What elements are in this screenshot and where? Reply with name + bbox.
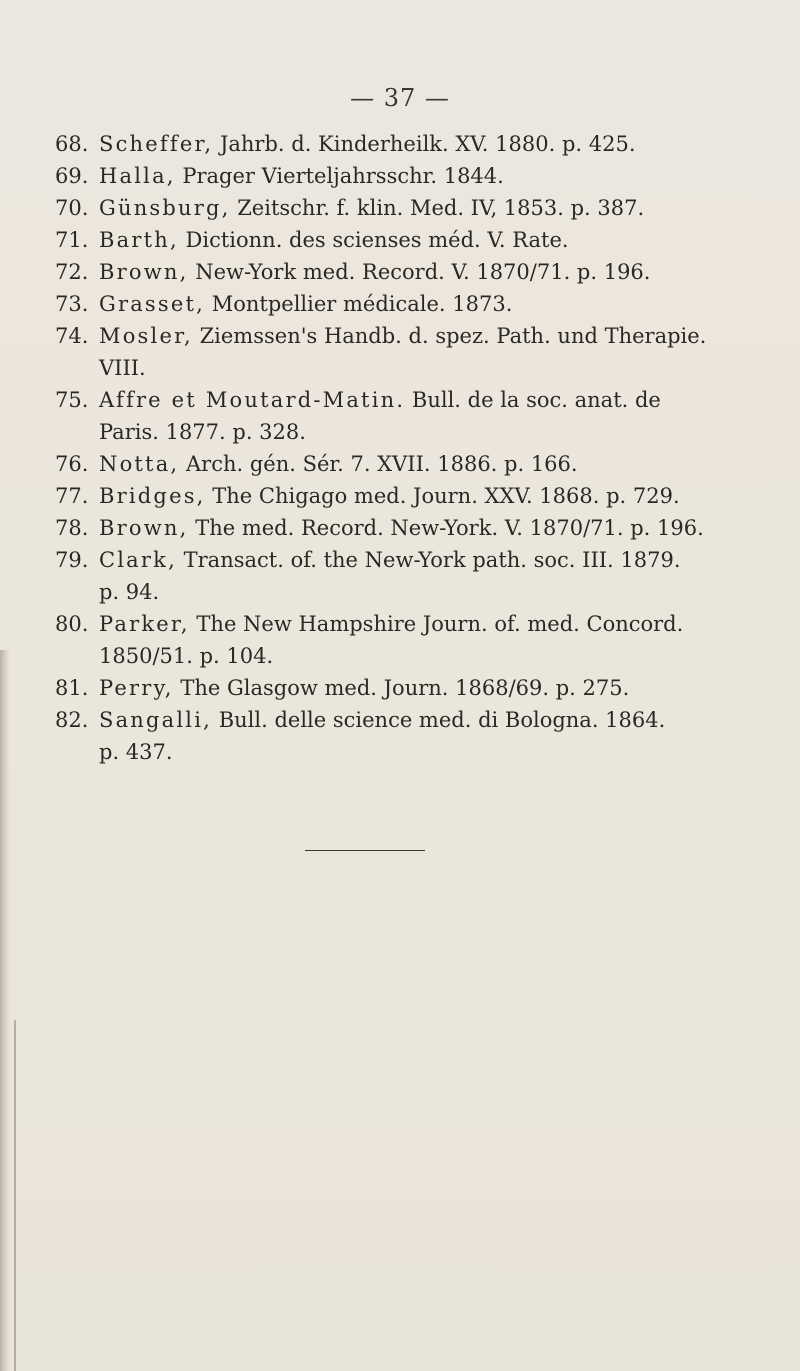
reference-author: Scheffer, [99,132,214,156]
reference-author: Affre et Moutard-Matin. [99,388,406,412]
reference-citation: Transact. of. the New-York path. soc. III. 1879. [183,548,681,572]
reference-citation: Arch. gén. Sér. 7. XVII. 1886. p. 166. [185,452,578,476]
reference-first-line [99,196,644,220]
reference-author: Brown, [99,260,189,284]
reference-entry [55,288,755,320]
reference-number: 79. [55,548,89,572]
reference-first-line [99,484,680,508]
reference-author: Brown, [99,516,189,540]
reference-number: 70. [55,196,89,220]
page-binding-shadow [0,650,10,1371]
reference-first-line [99,676,629,700]
reference-author: Perry, [99,676,174,700]
reference-author: Grasset, [99,292,206,316]
reference-entry [55,608,755,672]
reference-citation: Bull. delle science med. di Bologna. 1864. [218,708,666,732]
reference-number: 69. [55,164,89,188]
reference-author: Mosler, [99,324,193,348]
reference-first-line [99,132,636,156]
reference-author: Notta, [99,452,180,476]
reference-author: Clark, [99,548,177,572]
reference-entry [55,512,755,544]
reference-continuation: Paris. 1877. p. 328. [99,420,306,444]
reference-list [55,128,755,768]
reference-citation: The New Hampshire Journ. of. med. Concord. [196,612,684,636]
reference-number: 73. [55,292,89,316]
reference-first-line [99,516,704,540]
reference-first-line [99,292,512,316]
reference-number: 78. [55,516,89,540]
reference-continuation: 1850/51. p. 104. [99,644,274,668]
reference-author: Parker, [99,612,190,636]
reference-author: Günsburg, [99,196,231,220]
reference-citation: Bull. de la soc. anat. de [411,388,661,412]
reference-citation: The med. Record. New-York. V. 1870/71. p. 196. [195,516,704,540]
reference-entry [55,448,755,480]
reference-entry [55,128,755,160]
reference-author: Halla, [99,164,176,188]
reference-citation: Ziemssen's Handb. d. spez. Path. und Therapie. [199,324,707,348]
reference-first-line [99,388,661,412]
reference-first-line [99,324,706,348]
reference-continuation: p. 94. [99,580,160,604]
reference-number: 82. [55,708,89,732]
reference-citation: Prager Vierteljahrsschr. 1844. [182,164,504,188]
reference-entry [55,256,755,288]
reference-citation: The Chigago med. Journ. XXV. 1868. p. 729. [212,484,680,508]
reference-author: Bridges, [99,484,206,508]
reference-author: Barth, [99,228,179,252]
reference-entry [55,672,755,704]
reference-citation: New-York med. Record. V. 1870/71. p. 196. [195,260,651,284]
reference-first-line [99,260,650,284]
reference-number: 76. [55,452,89,476]
reference-entry [55,544,755,608]
section-divider [305,850,425,851]
page-edge-line [14,1020,16,1371]
reference-entry [55,320,755,384]
reference-number: 80. [55,612,89,636]
reference-citation: Dictionn. des scienses méd. V. Rate. [185,228,569,252]
reference-author: Sangalli, [99,708,213,732]
reference-number: 75. [55,388,89,412]
reference-number: 74. [55,324,89,348]
reference-number: 81. [55,676,89,700]
reference-citation: The Glasgow med. Journ. 1868/69. p. 275. [180,676,630,700]
reference-continuation: p. 437. [99,740,173,764]
reference-first-line [99,548,681,572]
reference-number: 71. [55,228,89,252]
reference-number: 77. [55,484,89,508]
reference-citation: Zeitschr. f. klin. Med. IV, 1853. p. 387. [237,196,645,220]
reference-entry [55,160,755,192]
reference-continuation: VIII. [99,356,146,380]
reference-entry [55,224,755,256]
reference-number: 68. [55,132,89,156]
page-number: — 37 — [350,84,450,112]
reference-first-line [99,612,683,636]
reference-first-line [99,708,665,732]
reference-first-line [99,228,569,252]
reference-entry [55,480,755,512]
reference-entry [55,704,755,768]
reference-entry [55,384,755,448]
reference-entry [55,192,755,224]
reference-first-line [99,452,578,476]
reference-citation: Jahrb. d. Kinderheilk. XV. 1880. p. 425. [219,132,636,156]
reference-first-line [99,164,504,188]
reference-number: 72. [55,260,89,284]
reference-citation: Montpellier médicale. 1873. [211,292,513,316]
